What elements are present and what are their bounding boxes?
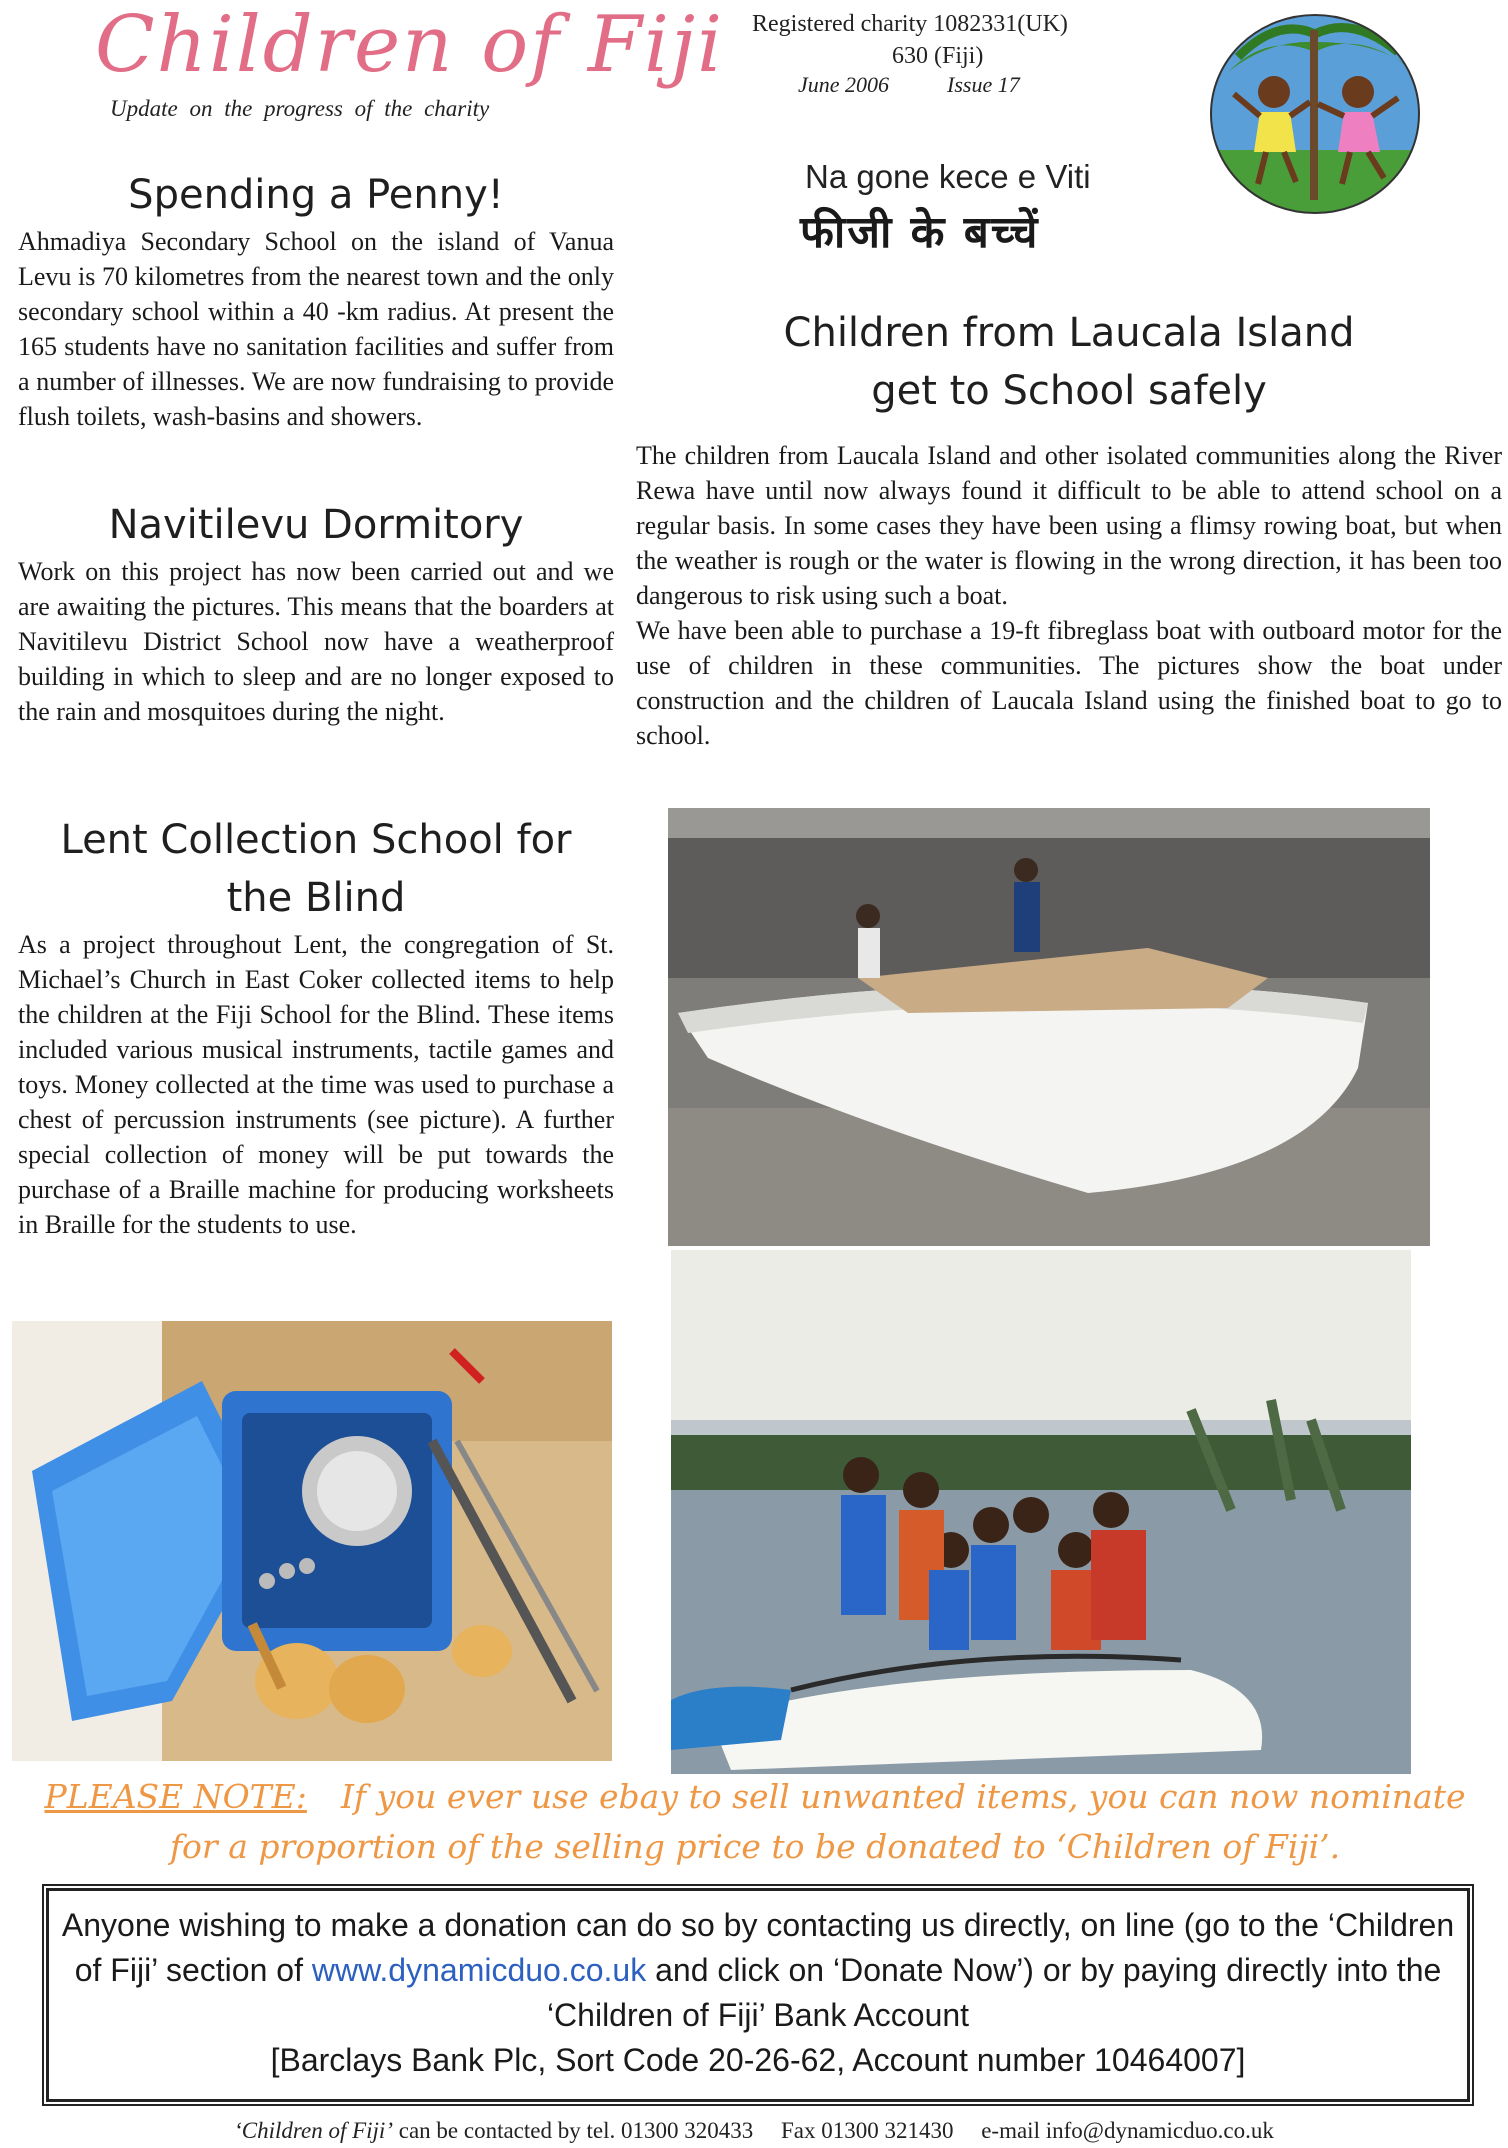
children-on-boat-photo — [671, 1250, 1411, 1774]
footer-telephone: can be contacted by tel. 01300 320433 — [398, 2118, 754, 2143]
charity-registration — [752, 8, 1068, 72]
article-heading-line1: Children from Laucala Island — [783, 310, 1355, 356]
article-laucala-island — [636, 304, 1502, 753]
please-note — [20, 1772, 1490, 1872]
donation-box — [46, 1888, 1470, 2102]
percussion-instruments-photo — [12, 1321, 612, 1761]
footer-contact — [0, 2118, 1508, 2144]
charity-line-fiji: 630 (Fiji) — [892, 43, 984, 69]
donation-text-intro: Anyone wishing to make a donation can do so by contacting us directly, on line (go to the ‘Children of Fiji’ section of — [61, 1907, 1455, 1988]
masthead-title: Children of Fiji — [95, 0, 725, 90]
footer-fax: Fax 01300 321430 — [780, 2118, 954, 2143]
donation-text — [49, 1903, 1467, 2083]
boat-construction-photo — [668, 808, 1430, 1246]
issue-date: June 2006 — [798, 72, 890, 97]
footer-email: e-mail info@dynamicduo.co.uk — [981, 2118, 1274, 2143]
issue-info — [798, 72, 1020, 98]
footer-charity-name: ‘Children of Fiji’ — [234, 2118, 393, 2143]
article-body: Ahmadiya Secondary School on the island of Vanua Levu is 70 kilometres from the nearest town and the only secondary school within a 40 -km radius. At present the 165 students have no sanitation facilities and suffer from a number of illnesses. We are now fundraising to provide flush toilets, wash-basins and showers. — [18, 227, 614, 431]
fijian-name: Na gone kece e Viti — [805, 158, 1091, 195]
article-heading-line2: the Blind — [226, 875, 406, 921]
hindi-name: फीजी के बच्चें — [800, 207, 1040, 258]
article-body-paragraph-2: We have been able to purchase a 19-ft fibreglass boat with outboard motor for the use of children in these communities. The pictures show the boat under construction and the children of Laucala Island using the finished boat to go to school. — [636, 616, 1502, 750]
article-lent-collection — [18, 811, 614, 1242]
article-navitilevu-dormitory — [18, 496, 614, 729]
charity-line-uk: Registered charity 1082331(UK) — [752, 11, 1068, 37]
article-heading-line2: get to School safely — [871, 368, 1267, 414]
article-heading: Navitilevu Dormitory — [108, 502, 524, 548]
article-body: Work on this project has now been carried out and we are awaiting the pictures. This means that the boarders at Navitilevu District School now have a weatherproof building in which to sleep and are no longer exposed to the rain and mosquitoes during the night. — [18, 557, 614, 726]
issue-number: Issue 17 — [947, 72, 1020, 97]
charity-logo — [1208, 12, 1423, 217]
article-heading-line1: Lent Collection School for — [60, 817, 572, 863]
article-body: As a project throughout Lent, the congregation of St. Michael’s Church in East Coker collected items to help the children at the Fiji School for the Blind. These items included various musical instruments, tactile games and toys. Money collected at the time was used to purchase a chest of percussion instruments (see picture). A further special collection of money will be put towards the purchase of a Braille machine for producing worksheets in Braille for the students to use. — [18, 930, 614, 1239]
article-spending-a-penny — [18, 166, 614, 434]
donation-website-link[interactable]: www.dynamicduo.co.uk — [311, 1952, 647, 1988]
masthead-subtitle: Update on the progress of the charity — [110, 96, 490, 121]
donation-text-outro: and click on ‘Donate Now’) or by paying directly into the ‘Children of Fiji’ Bank Account — [546, 1952, 1442, 2033]
article-heading: Spending a Penny! — [128, 172, 504, 218]
bank-details: [Barclays Bank Plc, Sort Code 20-26-62, Account number 10464007] — [270, 2042, 1246, 2078]
please-note-text: If you ever use ebay to sell unwanted items, you can now nominate for a proportion of the selling price to be donated to ‘Children of Fiji’. — [169, 1777, 1466, 1866]
article-body-paragraph-1: The children from Laucala Island and other isolated communities along the River Rewa have until now always found it difficult to be able to attend school on a regular basis. In some cases they have been using a flimsy rowing boat, but when the weather is rough or the water is flowing in the wrong direction, it has been too dangerous to risk using such a boat. — [636, 441, 1502, 610]
please-note-label: PLEASE NOTE: — [44, 1777, 307, 1816]
